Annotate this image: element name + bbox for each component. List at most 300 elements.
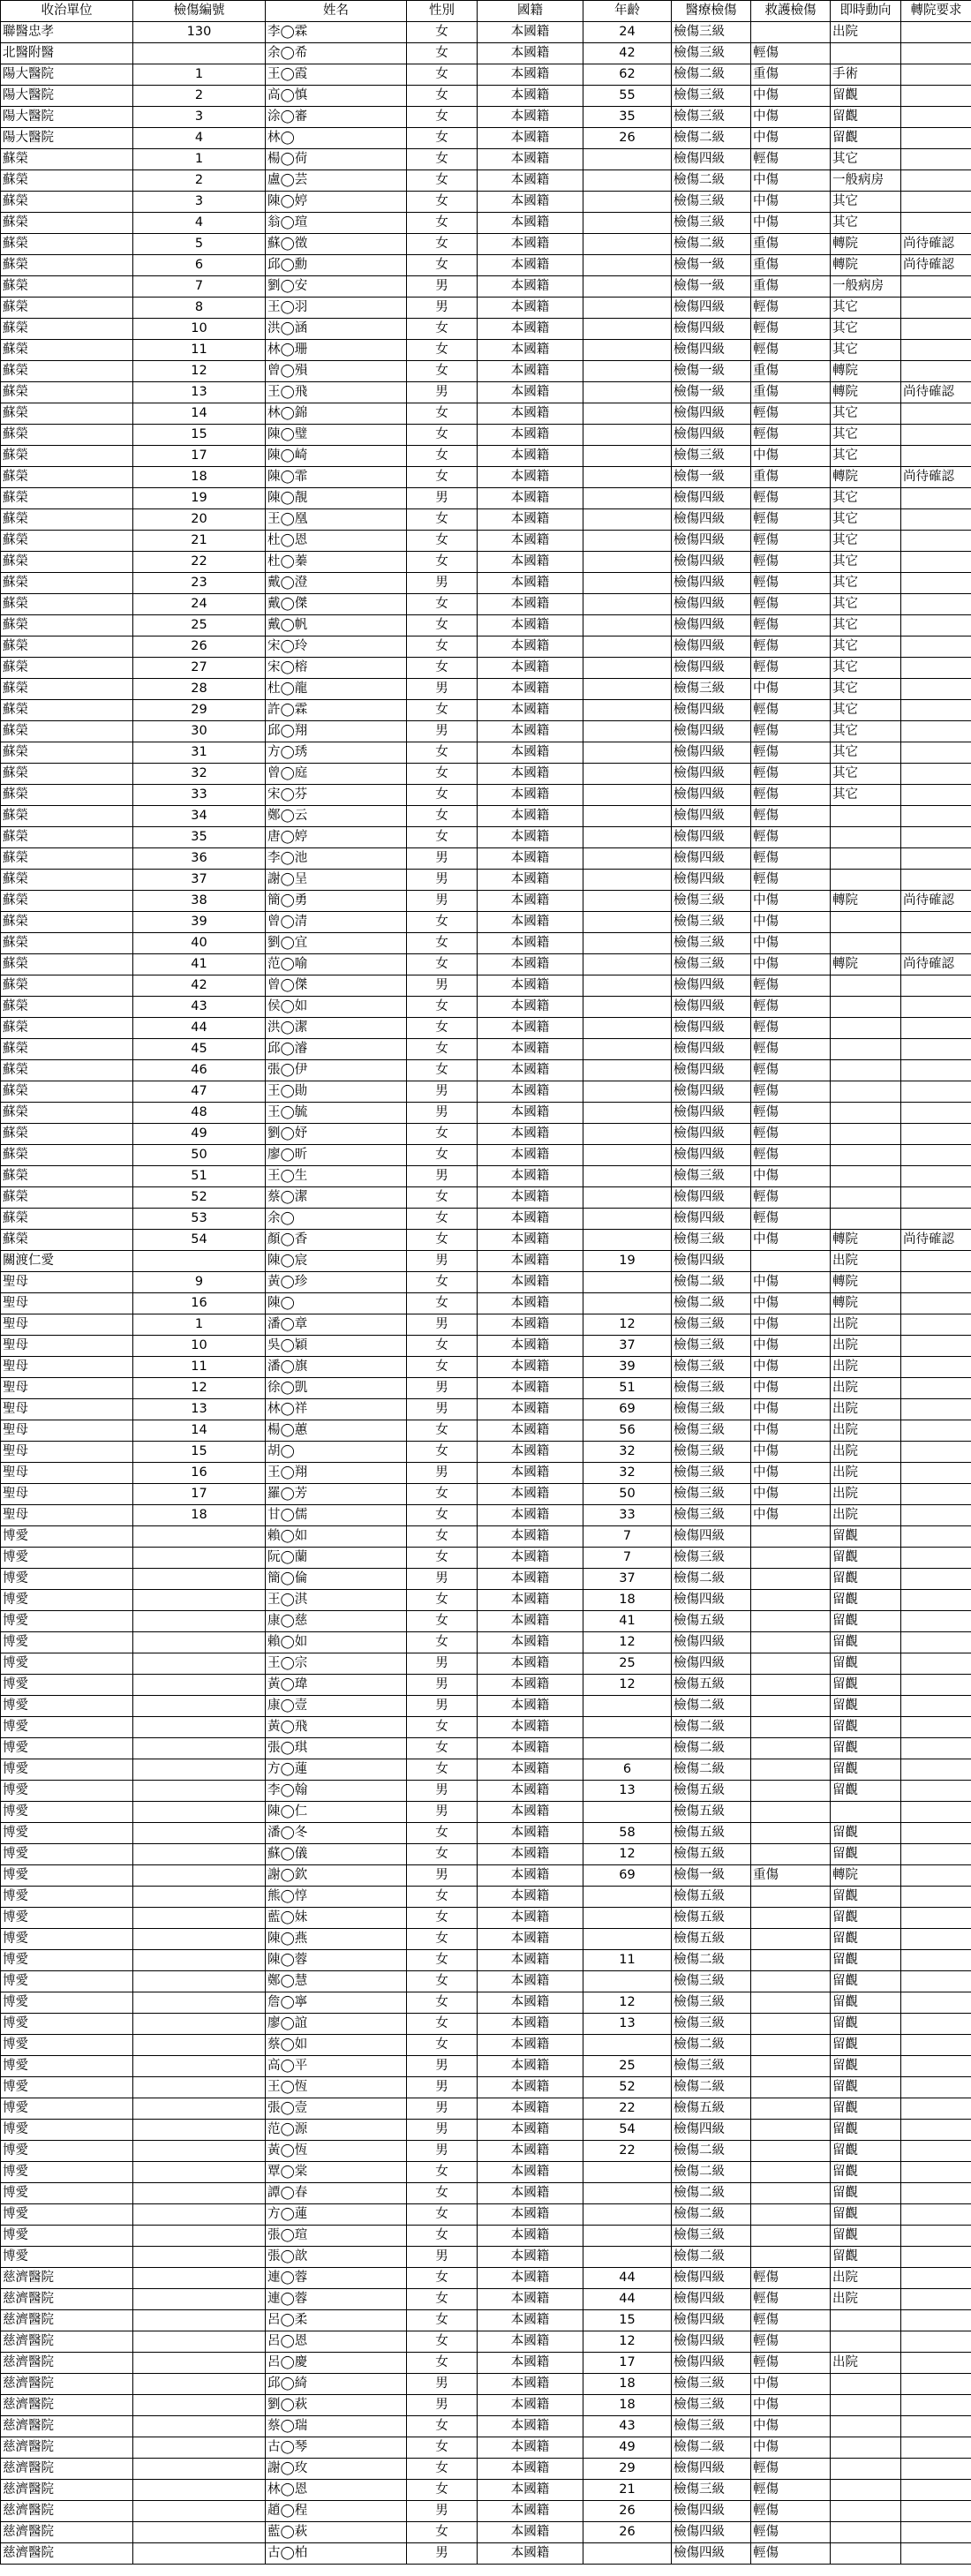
triage-id-cell: 31 bbox=[133, 742, 266, 764]
medical-triage-cell: 檢傷三級 bbox=[672, 954, 751, 975]
medical-triage-cell: 檢傷三級 bbox=[672, 2395, 751, 2416]
medical-triage-cell: 檢傷三級 bbox=[672, 1463, 751, 1484]
name-cell: 黃◯瑋 bbox=[266, 1675, 407, 1696]
age-cell bbox=[583, 615, 672, 636]
table-row bbox=[1, 128, 971, 149]
sex-cell: 女 bbox=[407, 467, 478, 488]
medical-triage-cell: 檢傷四級 bbox=[672, 2459, 751, 2480]
age-cell: 12 bbox=[583, 1675, 672, 1696]
transfer-cell bbox=[901, 509, 971, 531]
table-row bbox=[1, 234, 971, 255]
status-cell bbox=[831, 1081, 901, 1103]
table-row bbox=[1, 1399, 971, 1420]
age-cell bbox=[583, 2247, 672, 2268]
status-cell: 留觀 bbox=[831, 86, 901, 107]
name-cell: 廖◯誼 bbox=[266, 2014, 407, 2035]
transfer-cell bbox=[901, 2247, 971, 2268]
nationality-cell: 本國籍 bbox=[478, 2353, 583, 2374]
medical-triage-cell: 檢傷三級 bbox=[672, 2226, 751, 2247]
nationality-cell: 本國籍 bbox=[478, 531, 583, 552]
name-cell: 邱◯勳 bbox=[266, 255, 407, 276]
age-cell bbox=[583, 912, 672, 933]
medical-triage-cell: 檢傷四級 bbox=[672, 2353, 751, 2374]
name-cell: 王◯恆 bbox=[266, 2077, 407, 2098]
ems-triage-cell: 輕傷 bbox=[751, 1039, 831, 1060]
ems-triage-cell: 中傷 bbox=[751, 2374, 831, 2395]
triage-id-cell: 7 bbox=[133, 276, 266, 298]
transfer-cell bbox=[901, 2353, 971, 2374]
triage-id-cell: 18 bbox=[133, 467, 266, 488]
age-cell: 22 bbox=[583, 2141, 672, 2162]
nationality-cell: 本國籍 bbox=[478, 975, 583, 997]
triage-id-cell: 130 bbox=[133, 22, 266, 43]
age-cell bbox=[583, 1887, 672, 1908]
nationality-cell: 本國籍 bbox=[478, 764, 583, 785]
transfer-cell bbox=[901, 785, 971, 806]
name-cell: 邱◯綺 bbox=[266, 2374, 407, 2395]
transfer-cell bbox=[901, 2480, 971, 2501]
nationality-cell: 本國籍 bbox=[478, 2416, 583, 2437]
transfer-cell bbox=[901, 1166, 971, 1187]
sex-cell: 男 bbox=[407, 1865, 478, 1887]
ems-triage-cell: 輕傷 bbox=[751, 636, 831, 658]
ems-triage-cell: 中傷 bbox=[751, 1230, 831, 1251]
triage-id-cell bbox=[133, 1844, 266, 1865]
unit-cell: 博愛 bbox=[1, 1887, 133, 1908]
nationality-cell: 本國籍 bbox=[478, 1060, 583, 1081]
age-cell bbox=[583, 403, 672, 425]
sex-cell: 女 bbox=[407, 1992, 478, 2014]
triage-id-cell: 46 bbox=[133, 1060, 266, 1081]
age-cell bbox=[583, 2035, 672, 2056]
status-cell: 其它 bbox=[831, 425, 901, 446]
nationality-cell: 本國籍 bbox=[478, 1590, 583, 1611]
age-cell bbox=[583, 467, 672, 488]
status-cell: 出院 bbox=[831, 1420, 901, 1442]
medical-triage-cell: 檢傷四級 bbox=[672, 1039, 751, 1060]
table-row bbox=[1, 1908, 971, 1929]
name-cell: 方◯琇 bbox=[266, 742, 407, 764]
nationality-cell: 本國籍 bbox=[478, 2141, 583, 2162]
status-cell: 轉院 bbox=[831, 1272, 901, 1293]
unit-cell: 博愛 bbox=[1, 1548, 133, 1569]
triage-id-cell: 12 bbox=[133, 361, 266, 382]
triage-id-cell: 30 bbox=[133, 721, 266, 742]
nationality-cell: 本國籍 bbox=[478, 2459, 583, 2480]
sex-cell: 女 bbox=[407, 806, 478, 827]
ems-triage-cell bbox=[751, 1548, 831, 1569]
nationality-cell: 本國籍 bbox=[478, 2268, 583, 2289]
unit-cell: 博愛 bbox=[1, 1823, 133, 1844]
transfer-cell bbox=[901, 1272, 971, 1293]
unit-cell: 聖母 bbox=[1, 1420, 133, 1442]
sex-cell: 女 bbox=[407, 2289, 478, 2310]
ems-triage-cell: 輕傷 bbox=[751, 319, 831, 340]
triage-id-cell bbox=[133, 1823, 266, 1844]
ems-triage-cell bbox=[751, 1929, 831, 1950]
sex-cell: 男 bbox=[407, 891, 478, 912]
transfer-cell bbox=[901, 636, 971, 658]
name-cell: 宋◯芬 bbox=[266, 785, 407, 806]
name-cell: 連◯蓉 bbox=[266, 2289, 407, 2310]
triage-id-cell: 10 bbox=[133, 1336, 266, 1357]
ems-triage-cell: 輕傷 bbox=[751, 340, 831, 361]
status-cell: 出院 bbox=[831, 1314, 901, 1336]
nationality-cell: 本國籍 bbox=[478, 1103, 583, 1124]
sex-cell: 女 bbox=[407, 1484, 478, 1505]
sex-cell: 女 bbox=[407, 234, 478, 255]
transfer-cell bbox=[901, 658, 971, 679]
ems-triage-cell: 重傷 bbox=[751, 234, 831, 255]
table-row bbox=[1, 298, 971, 319]
nationality-cell: 本國籍 bbox=[478, 636, 583, 658]
transfer-cell bbox=[901, 2522, 971, 2543]
unit-cell: 蘇榮 bbox=[1, 679, 133, 700]
transfer-cell bbox=[901, 594, 971, 615]
status-cell: 其它 bbox=[831, 721, 901, 742]
medical-triage-cell: 檢傷一級 bbox=[672, 382, 751, 403]
table-row bbox=[1, 64, 971, 86]
status-cell: 留觀 bbox=[831, 1823, 901, 1844]
medical-triage-cell: 檢傷四級 bbox=[672, 2543, 751, 2565]
table-row bbox=[1, 870, 971, 891]
name-cell: 戴◯傑 bbox=[266, 594, 407, 615]
sex-cell: 女 bbox=[407, 1908, 478, 1929]
nationality-cell: 本國籍 bbox=[478, 2014, 583, 2035]
table-row bbox=[1, 1018, 971, 1039]
name-cell: 蘇◯儀 bbox=[266, 1844, 407, 1865]
ems-triage-cell: 重傷 bbox=[751, 361, 831, 382]
nationality-cell: 本國籍 bbox=[478, 1018, 583, 1039]
header-row bbox=[1, 1, 971, 22]
unit-cell: 博愛 bbox=[1, 1590, 133, 1611]
status-cell bbox=[831, 43, 901, 64]
unit-cell: 博愛 bbox=[1, 1992, 133, 2014]
name-cell: 高◯慎 bbox=[266, 86, 407, 107]
ems-triage-cell bbox=[751, 1823, 831, 1844]
age-cell: 15 bbox=[583, 2310, 672, 2331]
sex-cell: 男 bbox=[407, 1569, 478, 1590]
unit-cell: 博愛 bbox=[1, 1717, 133, 1738]
unit-cell: 博愛 bbox=[1, 1802, 133, 1823]
unit-cell: 蘇榮 bbox=[1, 594, 133, 615]
ems-triage-cell bbox=[751, 1569, 831, 1590]
medical-triage-cell: 檢傷二級 bbox=[672, 64, 751, 86]
ems-triage-cell bbox=[751, 2014, 831, 2035]
table-row bbox=[1, 1420, 971, 1442]
medical-triage-cell: 檢傷四級 bbox=[672, 2120, 751, 2141]
triage-id-cell: 23 bbox=[133, 573, 266, 594]
table-row bbox=[1, 806, 971, 827]
nationality-cell: 本國籍 bbox=[478, 2226, 583, 2247]
table-row bbox=[1, 1039, 971, 1060]
status-cell: 留觀 bbox=[831, 1548, 901, 1569]
medical-triage-cell: 檢傷四級 bbox=[672, 764, 751, 785]
nationality-cell: 本國籍 bbox=[478, 1696, 583, 1717]
age-cell bbox=[583, 1802, 672, 1823]
nationality-cell: 本國籍 bbox=[478, 64, 583, 86]
nationality-cell: 本國籍 bbox=[478, 1484, 583, 1505]
triage-id-cell: 19 bbox=[133, 488, 266, 509]
triage-id-cell bbox=[133, 1929, 266, 1950]
nationality-cell: 本國籍 bbox=[478, 1526, 583, 1548]
unit-cell: 蘇榮 bbox=[1, 467, 133, 488]
nationality-cell: 本國籍 bbox=[478, 1272, 583, 1293]
status-cell: 其它 bbox=[831, 658, 901, 679]
nationality-cell: 本國籍 bbox=[478, 1357, 583, 1378]
age-cell bbox=[583, 1081, 672, 1103]
medical-triage-cell: 檢傷二級 bbox=[672, 2204, 751, 2226]
unit-cell: 蘇榮 bbox=[1, 1081, 133, 1103]
sex-cell: 女 bbox=[407, 2204, 478, 2226]
medical-triage-cell: 檢傷四級 bbox=[672, 531, 751, 552]
ems-triage-cell: 重傷 bbox=[751, 64, 831, 86]
age-cell: 32 bbox=[583, 1463, 672, 1484]
transfer-cell bbox=[901, 700, 971, 721]
age-cell bbox=[583, 1039, 672, 1060]
triage-id-cell: 25 bbox=[133, 615, 266, 636]
transfer-cell bbox=[901, 870, 971, 891]
sex-cell: 女 bbox=[407, 149, 478, 170]
status-cell: 轉院 bbox=[831, 954, 901, 975]
nationality-cell: 本國籍 bbox=[478, 2331, 583, 2353]
transfer-cell bbox=[901, 170, 971, 192]
transfer-cell bbox=[901, 2310, 971, 2331]
unit-cell: 博愛 bbox=[1, 2035, 133, 2056]
ems-triage-cell bbox=[751, 1653, 831, 1675]
ems-triage-cell: 輕傷 bbox=[751, 870, 831, 891]
unit-cell: 慈濟醫院 bbox=[1, 2310, 133, 2331]
status-cell: 留觀 bbox=[831, 1590, 901, 1611]
name-cell: 黃◯飛 bbox=[266, 1717, 407, 1738]
transfer-cell bbox=[901, 721, 971, 742]
table-row bbox=[1, 2374, 971, 2395]
sex-cell: 女 bbox=[407, 594, 478, 615]
status-cell bbox=[831, 2331, 901, 2353]
medical-triage-cell: 檢傷三級 bbox=[672, 933, 751, 954]
medical-triage-cell: 檢傷四級 bbox=[672, 2289, 751, 2310]
name-cell: 陳◯燕 bbox=[266, 1929, 407, 1950]
table-row bbox=[1, 721, 971, 742]
name-cell: 唐◯婷 bbox=[266, 827, 407, 848]
triage-id-cell bbox=[133, 2459, 266, 2480]
table-row bbox=[1, 403, 971, 425]
transfer-cell bbox=[901, 2141, 971, 2162]
nationality-cell: 本國籍 bbox=[478, 1420, 583, 1442]
nationality-cell: 本國籍 bbox=[478, 213, 583, 234]
header-cell-triage-id: 檢傷編號 bbox=[133, 1, 266, 22]
ems-triage-cell bbox=[751, 2077, 831, 2098]
unit-cell: 蘇榮 bbox=[1, 912, 133, 933]
medical-triage-cell: 檢傷三級 bbox=[672, 912, 751, 933]
header-cell-nationality: 國籍 bbox=[478, 1, 583, 22]
transfer-cell bbox=[901, 1992, 971, 2014]
age-cell: 26 bbox=[583, 128, 672, 149]
medical-triage-cell: 檢傷五級 bbox=[672, 1802, 751, 1823]
age-cell bbox=[583, 764, 672, 785]
triage-id-cell: 11 bbox=[133, 1357, 266, 1378]
medical-triage-cell: 檢傷二級 bbox=[672, 128, 751, 149]
table-row bbox=[1, 2289, 971, 2310]
medical-triage-cell: 檢傷三級 bbox=[672, 1336, 751, 1357]
ems-triage-cell: 輕傷 bbox=[751, 2543, 831, 2565]
table-row bbox=[1, 700, 971, 721]
triage-id-cell bbox=[133, 2077, 266, 2098]
table-row bbox=[1, 446, 971, 467]
nationality-cell: 本國籍 bbox=[478, 679, 583, 700]
table-row bbox=[1, 2204, 971, 2226]
age-cell bbox=[583, 827, 672, 848]
table-row bbox=[1, 1081, 971, 1103]
table-row bbox=[1, 891, 971, 912]
table-row bbox=[1, 2268, 971, 2289]
sex-cell: 女 bbox=[407, 2183, 478, 2204]
status-cell: 其它 bbox=[831, 615, 901, 636]
nationality-cell: 本國籍 bbox=[478, 192, 583, 213]
unit-cell: 蘇榮 bbox=[1, 1209, 133, 1230]
medical-triage-cell: 檢傷五級 bbox=[672, 1823, 751, 1844]
transfer-cell bbox=[901, 192, 971, 213]
nationality-cell: 本國籍 bbox=[478, 361, 583, 382]
table-row bbox=[1, 933, 971, 954]
transfer-cell bbox=[901, 2543, 971, 2565]
table-row bbox=[1, 1675, 971, 1696]
unit-cell: 博愛 bbox=[1, 1950, 133, 1971]
ems-triage-cell: 輕傷 bbox=[751, 573, 831, 594]
name-cell: 譚◯春 bbox=[266, 2183, 407, 2204]
transfer-cell bbox=[901, 1802, 971, 1823]
transfer-cell bbox=[901, 912, 971, 933]
triage-id-cell: 40 bbox=[133, 933, 266, 954]
table-row bbox=[1, 2141, 971, 2162]
age-cell bbox=[583, 870, 672, 891]
unit-cell: 博愛 bbox=[1, 1569, 133, 1590]
transfer-cell bbox=[901, 1781, 971, 1802]
name-cell: 賴◯如 bbox=[266, 1632, 407, 1653]
ems-triage-cell: 中傷 bbox=[751, 912, 831, 933]
ems-triage-cell: 重傷 bbox=[751, 276, 831, 298]
name-cell: 藍◯萩 bbox=[266, 2522, 407, 2543]
transfer-cell bbox=[901, 22, 971, 43]
ems-triage-cell: 輕傷 bbox=[751, 2310, 831, 2331]
transfer-cell bbox=[901, 2162, 971, 2183]
nationality-cell: 本國籍 bbox=[478, 954, 583, 975]
age-cell bbox=[583, 594, 672, 615]
medical-triage-cell: 檢傷二級 bbox=[672, 2035, 751, 2056]
table-row bbox=[1, 1887, 971, 1908]
unit-cell: 博愛 bbox=[1, 1908, 133, 1929]
nationality-cell: 本國籍 bbox=[478, 2289, 583, 2310]
ems-triage-cell: 輕傷 bbox=[751, 149, 831, 170]
sex-cell: 男 bbox=[407, 848, 478, 870]
name-cell: 蔡◯如 bbox=[266, 2035, 407, 2056]
ems-triage-cell: 中傷 bbox=[751, 107, 831, 128]
ems-triage-cell: 輕傷 bbox=[751, 615, 831, 636]
unit-cell: 蘇榮 bbox=[1, 319, 133, 340]
medical-triage-cell: 檢傷三級 bbox=[672, 1548, 751, 1569]
status-cell: 其它 bbox=[831, 785, 901, 806]
ems-triage-cell bbox=[751, 1781, 831, 1802]
table-row bbox=[1, 1548, 971, 1569]
age-cell: 18 bbox=[583, 1590, 672, 1611]
triage-id-cell: 12 bbox=[133, 1378, 266, 1399]
status-cell: 出院 bbox=[831, 1251, 901, 1272]
name-cell: 楊◯荷 bbox=[266, 149, 407, 170]
nationality-cell: 本國籍 bbox=[478, 2437, 583, 2459]
sex-cell: 女 bbox=[407, 43, 478, 64]
table-row bbox=[1, 912, 971, 933]
triage-id-cell: 52 bbox=[133, 1187, 266, 1209]
status-cell: 其它 bbox=[831, 700, 901, 721]
name-cell: 宋◯榕 bbox=[266, 658, 407, 679]
unit-cell: 蘇榮 bbox=[1, 764, 133, 785]
ems-triage-cell: 輕傷 bbox=[751, 1145, 831, 1166]
table-row bbox=[1, 997, 971, 1018]
triage-id-cell bbox=[133, 2416, 266, 2437]
triage-id-cell: 16 bbox=[133, 1293, 266, 1314]
ems-triage-cell: 輕傷 bbox=[751, 1187, 831, 1209]
triage-id-cell bbox=[133, 2226, 266, 2247]
status-cell bbox=[831, 2522, 901, 2543]
table-row bbox=[1, 1992, 971, 2014]
name-cell: 羅◯芳 bbox=[266, 1484, 407, 1505]
name-cell: 胡◯ bbox=[266, 1442, 407, 1463]
unit-cell: 蘇榮 bbox=[1, 997, 133, 1018]
sex-cell: 女 bbox=[407, 319, 478, 340]
nationality-cell: 本國籍 bbox=[478, 1569, 583, 1590]
name-cell: 侯◯如 bbox=[266, 997, 407, 1018]
sex-cell: 男 bbox=[407, 870, 478, 891]
nationality-cell: 本國籍 bbox=[478, 298, 583, 319]
age-cell: 12 bbox=[583, 1992, 672, 2014]
sex-cell: 女 bbox=[407, 933, 478, 954]
transfer-cell bbox=[901, 2289, 971, 2310]
table-row bbox=[1, 2501, 971, 2522]
age-cell bbox=[583, 1738, 672, 1759]
medical-triage-cell: 檢傷四級 bbox=[672, 319, 751, 340]
medical-triage-cell: 檢傷三級 bbox=[672, 1505, 751, 1526]
table-row bbox=[1, 636, 971, 658]
ems-triage-cell bbox=[751, 1844, 831, 1865]
sex-cell: 男 bbox=[407, 721, 478, 742]
unit-cell: 北醫附醫 bbox=[1, 43, 133, 64]
status-cell: 手術 bbox=[831, 64, 901, 86]
nationality-cell: 本國籍 bbox=[478, 382, 583, 403]
transfer-cell bbox=[901, 552, 971, 573]
header-cell-unit: 收治單位 bbox=[1, 1, 133, 22]
triage-id-cell bbox=[133, 43, 266, 64]
triage-id-cell: 22 bbox=[133, 552, 266, 573]
ems-triage-cell: 輕傷 bbox=[751, 658, 831, 679]
transfer-cell bbox=[901, 2226, 971, 2247]
sex-cell: 男 bbox=[407, 1378, 478, 1399]
medical-triage-cell: 檢傷四級 bbox=[672, 806, 751, 827]
transfer-cell bbox=[901, 1378, 971, 1399]
ems-triage-cell: 中傷 bbox=[751, 128, 831, 149]
triage-id-cell: 16 bbox=[133, 1463, 266, 1484]
age-cell: 41 bbox=[583, 1611, 672, 1632]
ems-triage-cell: 輕傷 bbox=[751, 1060, 831, 1081]
table-row bbox=[1, 1103, 971, 1124]
status-cell: 出院 bbox=[831, 22, 901, 43]
unit-cell: 蘇榮 bbox=[1, 340, 133, 361]
triage-id-cell: 39 bbox=[133, 912, 266, 933]
age-cell bbox=[583, 1272, 672, 1293]
nationality-cell: 本國籍 bbox=[478, 446, 583, 467]
transfer-cell bbox=[901, 86, 971, 107]
status-cell bbox=[831, 1103, 901, 1124]
unit-cell: 蘇榮 bbox=[1, 1039, 133, 1060]
